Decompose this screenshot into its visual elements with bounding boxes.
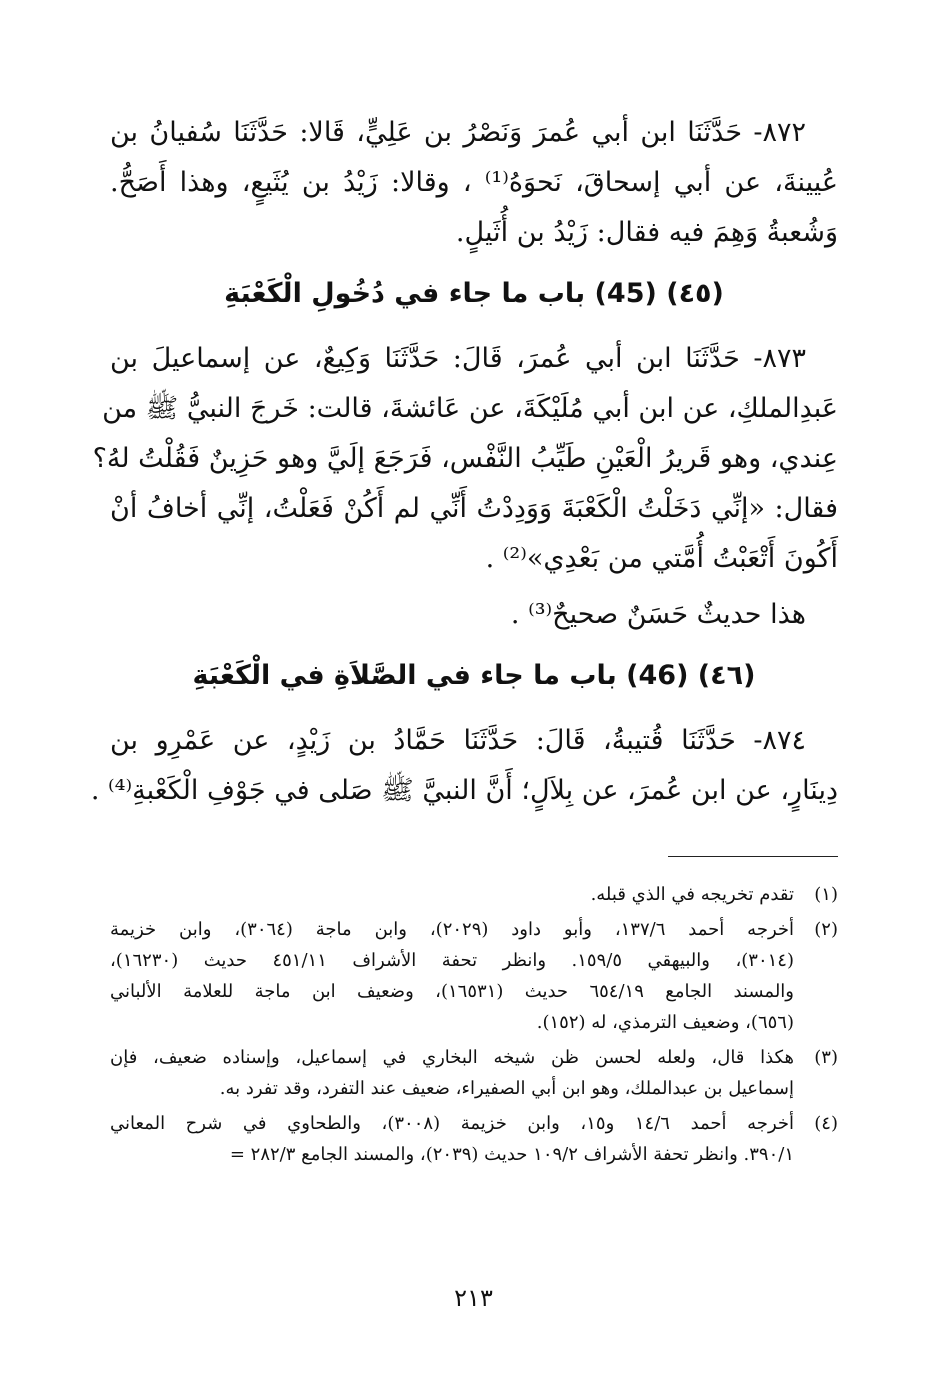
footnote-line: ٣٩٠/١. وانظر تحفة الأشراف ١٠٩/٢ حديث (٢٠٣٩)، والمسند الجامع ٢٨٢/٣ = — [229, 1144, 794, 1165]
footnote-number: (١) — [814, 884, 838, 905]
chapter-heading-45: (٤٥) (45) باب ما جاء في دُخُولِ الْكَعْبَةِ — [224, 278, 724, 309]
footnote-line: أخرجه أحمد ١٤/٦ و١٥، وابن خزيمة (٣٠٠٨)، والطحاوي في شرح المعاني — [110, 1113, 794, 1134]
footnote-line: تقدم تخريجه في الذي قبله. — [590, 884, 794, 905]
text-line: ٨٧٤- حَدَّثَنَا قُتيبةُ، قَالَ: حَدَّثَنَا حَمَّادُ بن زَيْدٍ، عن عَمْرِو بن — [110, 725, 806, 756]
page-number: ٢١٣ — [454, 1284, 493, 1312]
footnote-4 — [110, 1108, 838, 1170]
footnote-text — [110, 914, 794, 1038]
text-line: أَكُونَ أَتْعَبْتُ أُمَّتي من بَعْدِي»⁽²⁾ . — [485, 543, 838, 574]
text-line: عَبدِالملكِ، عن ابن أبي مُلَيْكَةَ، عن عَائشةَ، قالت: خَرجَ النبيُّ ﷺ من — [102, 393, 838, 424]
hadith-874 — [90, 716, 838, 816]
hadith-872 — [110, 108, 838, 258]
hadith-873 — [92, 334, 838, 584]
chapter-heading-46: (٤٦) (46) باب ما جاء في الصَّلاَةِ في الْكَعْبَةِ — [192, 660, 756, 691]
footnote-line: إسماعيل بن عبدالملك، وهو ابن أبي الصفيراء، ضعيف عند التفرد، وقد تفرد به. — [219, 1078, 794, 1099]
footnote-text — [110, 879, 794, 910]
footnote-line: (٣٠١٤)، والبيهقي ١٥٩/٥. وانظر تحفة الأشراف ٤٥١/١١ حديث (١٦٢٣٠)، — [110, 950, 794, 971]
footnote-divider — [668, 856, 838, 857]
hadith-grading: هذا حديثٌ حَسَنٌ صحيحٌ⁽³⁾ . — [510, 599, 806, 630]
text-line: عُيينةَ، عن أبي إسحاقَ، نَحوَهُ⁽¹⁾ ، وقالا: زَيْدُ بن يُثَيعٍ، وهذا أَصَحُّ. — [110, 167, 838, 198]
text-line: ٨٧٢- حَدَّثَنَا ابن أبي عُمرَ وَنَصْرُ بن عَلِيٍّ، قَالا: حَدَّثَنَا سُفيانُ بن — [110, 117, 806, 148]
footnote-3 — [110, 1042, 838, 1104]
text-line: وَشُعبةُ وَهِمَ فيه فقال: زَيْدُ بن أُثَيلٍ. — [455, 217, 838, 248]
text-line: ٨٧٣- حَدَّثَنَا ابن أبي عُمرَ، قَالَ: حَدَّثَنَا وَكِيعٌ، عن إسماعيلَ بن — [110, 343, 806, 374]
footnotes — [110, 879, 838, 1170]
page-body — [90, 108, 838, 1174]
footnote-number: (٤) — [814, 1113, 838, 1134]
footnote-line: أخرجه أحمد ١٣٧/٦، وأبو داود (٢٠٢٩)، وابن ماجة (٣٠٦٤)، وابن خزيمة — [110, 919, 795, 940]
footnote-number: (٣) — [814, 1047, 838, 1068]
footnote-1 — [110, 879, 838, 910]
footnote-2 — [110, 914, 838, 1038]
text-line: فقال: «إنِّي دَخَلْتُ الْكَعْبَةَ وَوَدِدْتُ أَنِّي لم أَكُنْ فَعَلْتُ، إنِّي أخافُ أنْ — [110, 493, 838, 524]
text-line: عِندي، وهو قَريرُ الْعَيْنِ طَيِّبُ النَّفْس، فَرَجَعَ إلَيَّ وهو حَزِينٌ فَقُلْتُ لهُ؟ — [92, 443, 838, 474]
text-line: دِينَارٍ، عن ابن عُمرَ، عن بِلاَلٍ؛ أَنَّ النبيَّ ﷺ صَلى في جَوْفِ الْكَعْبةِ⁽⁴⁾ . — [90, 775, 838, 806]
footnote-line: (٦٥٦)، وضعيف الترمذي، له (١٥٢). — [536, 1012, 794, 1033]
footnote-text — [110, 1042, 794, 1104]
footnote-line: والمسند الجامع ٦٥٤/١٩ حديث (١٦٥٣١)، وضعيف ابن ماجة للعلامة الألباني — [110, 981, 794, 1002]
footnote-text — [110, 1108, 794, 1170]
footnote-line: هكذا قال، ولعله لحسن ظن شيخه البخاري في إسماعيل، وإسناده ضعيف، فإن — [110, 1047, 794, 1068]
footnote-number: (٢) — [814, 919, 838, 940]
